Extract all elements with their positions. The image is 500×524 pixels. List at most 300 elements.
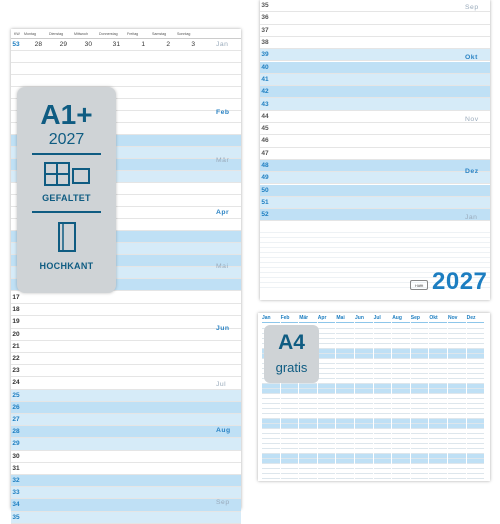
a4-month-header: Jan — [262, 315, 280, 323]
week-number: 21 — [12, 342, 20, 350]
a4-day-cell — [392, 349, 410, 354]
a4-day-cell — [374, 449, 392, 454]
a4-day-cell — [392, 389, 410, 394]
a4-day-cell — [355, 414, 373, 419]
a4-day-cell — [448, 389, 466, 394]
header-monday: Montag — [24, 31, 36, 36]
a4-day-cell — [392, 434, 410, 439]
a4-day-cell — [429, 454, 447, 459]
a4-day-cell — [467, 384, 485, 389]
brand-logo: Häfft — [410, 280, 428, 290]
a4-day-cell — [281, 469, 299, 474]
a4-day-cell — [336, 464, 354, 469]
a4-day-cell — [262, 474, 280, 479]
week-row — [11, 499, 241, 511]
week-number: 51 — [261, 198, 269, 206]
week-number: 46 — [261, 137, 269, 145]
a4-day-cell — [448, 404, 466, 409]
a4-day-cell — [374, 389, 392, 394]
a4-day-cell — [374, 344, 392, 349]
a4-day-cell — [467, 394, 485, 399]
week-row — [11, 463, 241, 475]
a4-day-cell — [336, 409, 354, 414]
a4-day-cell — [448, 374, 466, 379]
a4-day-cell — [448, 439, 466, 444]
a4-day-cell — [262, 424, 280, 429]
week-number: 23 — [12, 367, 20, 375]
a4-day-cell — [299, 384, 317, 389]
a4-month-header: Okt — [429, 315, 447, 323]
a4-day-cell — [429, 334, 447, 339]
header-thursday: Donnerstag — [99, 31, 118, 36]
a4-day-cell — [392, 464, 410, 469]
a4-day-cell — [318, 474, 336, 479]
a4-day-cell — [429, 429, 447, 434]
week-number: 18 — [12, 306, 20, 314]
a4-day-cell — [467, 344, 485, 349]
a4-day-cell — [411, 339, 429, 344]
a4-day-cell — [467, 459, 485, 464]
a4-day-cell — [262, 439, 280, 444]
month-label: Jan — [216, 41, 229, 48]
a4-day-cell — [318, 394, 336, 399]
a4-day-cell — [355, 359, 373, 364]
week-number: 44 — [261, 112, 269, 120]
badge-title: A1+ — [40, 99, 93, 130]
a4-day-cell — [262, 399, 280, 404]
week-row — [260, 25, 490, 37]
a4-day-cell — [374, 359, 392, 364]
week-number: 31 — [12, 464, 20, 472]
week-number: 26 — [12, 403, 20, 411]
a4-day-cell — [355, 449, 373, 454]
a4-day-cell — [374, 369, 392, 374]
a4-day-cell — [355, 324, 373, 329]
a4-day-cell — [355, 329, 373, 334]
a4-month-header: Jul — [374, 315, 392, 323]
day-cell: 2 — [166, 41, 170, 48]
a4-day-cell — [318, 414, 336, 419]
a4-month-header: Sep — [411, 315, 429, 323]
week-number: 25 — [12, 391, 20, 399]
a4-day-cell — [448, 464, 466, 469]
week-row — [260, 12, 490, 24]
week-number: 43 — [261, 100, 269, 108]
a4-day-cell — [448, 434, 466, 439]
a4-day-cell — [318, 419, 336, 424]
week-row — [260, 185, 490, 197]
a4-day-cell — [448, 369, 466, 374]
week-row — [260, 123, 490, 135]
a4-day-cell — [299, 469, 317, 474]
a4-day-cell — [318, 454, 336, 459]
month-label: Aug — [216, 427, 231, 434]
badge-divider — [32, 211, 101, 213]
a4-day-cell — [448, 339, 466, 344]
month-label: Mai — [216, 263, 229, 270]
a4-day-cell — [429, 394, 447, 399]
a4-day-cell — [262, 409, 280, 414]
folded-sheet-icon — [43, 161, 91, 187]
week-number: 28 — [12, 428, 20, 436]
a4-day-cell — [281, 449, 299, 454]
a4-badge-subtitle: gratis — [275, 360, 308, 375]
a4-day-cell — [355, 344, 373, 349]
a4-day-cell — [299, 464, 317, 469]
a4-day-cell — [467, 449, 485, 454]
week-row — [11, 426, 241, 438]
a4-day-cell — [448, 454, 466, 459]
a4-day-cell — [336, 324, 354, 329]
a4-day-cell — [318, 324, 336, 329]
a4-day-cell — [411, 469, 429, 474]
a4-day-cell — [392, 364, 410, 369]
week-row — [260, 74, 490, 86]
a4-day-cell — [299, 399, 317, 404]
a4-day-cell — [411, 424, 429, 429]
a4-month-header: Feb — [281, 315, 299, 323]
a4-day-cell — [448, 354, 466, 359]
a4-month-header: Dez — [467, 315, 485, 323]
a4-day-cell — [467, 324, 485, 329]
a4-day-cell — [374, 454, 392, 459]
a4-day-cell — [429, 439, 447, 444]
a4-day-cell — [318, 409, 336, 414]
a4-day-cell — [392, 354, 410, 359]
week-row — [11, 365, 241, 377]
a4-day-cell — [355, 349, 373, 354]
a4-day-cell — [411, 384, 429, 389]
a4-day-cell — [411, 379, 429, 384]
month-label: Jul — [216, 381, 227, 388]
week-number: 35 — [12, 513, 20, 521]
a4-day-cell — [374, 339, 392, 344]
a4-month-header: Aug — [392, 315, 410, 323]
a4-day-cell — [411, 354, 429, 359]
a4-day-cell — [336, 399, 354, 404]
week-number: 41 — [261, 75, 269, 83]
a4-day-cell — [355, 379, 373, 384]
a4-day-cell — [411, 429, 429, 434]
week-number: 42 — [261, 88, 269, 96]
a4-badge-title: A4 — [278, 331, 305, 354]
a4-day-cell — [336, 384, 354, 389]
a4-day-cell — [467, 434, 485, 439]
a4-day-cell — [262, 389, 280, 394]
a4-day-cell — [411, 364, 429, 369]
a4-day-cell — [262, 404, 280, 409]
week-number: 24 — [12, 379, 20, 387]
a4-day-cell — [467, 334, 485, 339]
a4-day-cell — [355, 419, 373, 424]
a4-day-cell — [281, 429, 299, 434]
a4-day-cell — [429, 389, 447, 394]
a4-day-cell — [355, 339, 373, 344]
a4-day-cell — [262, 444, 280, 449]
a4-day-cell — [467, 474, 485, 479]
week-number: 37 — [261, 26, 269, 34]
a4-day-cell — [392, 419, 410, 424]
a4-day-cell — [336, 434, 354, 439]
a4-day-cell — [355, 389, 373, 394]
a4-day-cell — [299, 404, 317, 409]
a4-day-cell — [318, 439, 336, 444]
a4-day-cell — [262, 394, 280, 399]
week-row — [260, 172, 490, 184]
a4-day-cell — [355, 399, 373, 404]
a4-day-cell — [336, 334, 354, 339]
a4-day-cell — [318, 344, 336, 349]
a4-day-cell — [467, 379, 485, 384]
a4-day-cell — [467, 354, 485, 359]
week-row — [260, 86, 490, 98]
a4-day-cell — [392, 384, 410, 389]
a4-day-cell — [318, 384, 336, 389]
a4-day-cell — [374, 464, 392, 469]
a4-day-cell — [411, 464, 429, 469]
week-number: 40 — [261, 63, 269, 71]
a4-day-cell — [411, 404, 429, 409]
a4-day-cell — [411, 439, 429, 444]
a4-day-cell — [374, 444, 392, 449]
badge-fold-label: GEFALTET — [42, 193, 91, 203]
a4-day-cell — [336, 449, 354, 454]
badge-year: 2027 — [48, 131, 85, 148]
a4-day-cell — [318, 339, 336, 344]
a4-day-cell — [467, 414, 485, 419]
a4-day-cell — [467, 359, 485, 364]
a4-day-cell — [429, 384, 447, 389]
a4-day-cell — [355, 364, 373, 369]
a4-day-cell — [392, 449, 410, 454]
a4-day-cell — [429, 349, 447, 354]
a4-day-cell — [355, 369, 373, 374]
a4-day-cell — [318, 399, 336, 404]
a4-day-cell — [299, 419, 317, 424]
a4-day-cell — [336, 439, 354, 444]
a4-day-cell — [448, 409, 466, 414]
a4-day-cell — [429, 459, 447, 464]
a4-day-cell — [374, 379, 392, 384]
a4-day-cell — [336, 374, 354, 379]
a4-day-cell — [411, 369, 429, 374]
a4-day-cell — [429, 419, 447, 424]
a4-day-cell — [429, 404, 447, 409]
a4-day-cell — [336, 444, 354, 449]
a4-day-cell — [374, 404, 392, 409]
week-number: 52 — [261, 211, 269, 219]
month-label: Feb — [216, 109, 230, 116]
a4-day-cell — [448, 349, 466, 354]
a4-day-cell — [336, 379, 354, 384]
a4-day-cell — [448, 429, 466, 434]
a4-day-cell — [411, 419, 429, 424]
month-label: Jan — [465, 214, 478, 221]
a4-day-cell — [281, 409, 299, 414]
week-row — [260, 135, 490, 147]
a4-day-cell — [392, 324, 410, 329]
a4-day-cell — [429, 444, 447, 449]
a4-day-cell — [318, 364, 336, 369]
week-row — [11, 414, 241, 426]
second-wall-calendar — [260, 0, 490, 300]
week-row — [11, 353, 241, 365]
month-label: Nov — [465, 116, 479, 123]
week-row — [11, 512, 241, 524]
a4-badge — [264, 325, 319, 383]
week-number: 30 — [12, 452, 20, 460]
a4-day-cell — [429, 409, 447, 414]
a4-day-cell — [355, 439, 373, 444]
week-row — [260, 0, 490, 12]
week-number: 38 — [261, 39, 269, 47]
a4-day-cell — [411, 459, 429, 464]
a4-day-cell — [467, 439, 485, 444]
day-cell: 28 — [34, 41, 42, 48]
week-row — [260, 209, 490, 221]
a4-month-header: Apr — [318, 315, 336, 323]
day-cell: 30 — [84, 41, 92, 48]
a4-day-cell — [336, 354, 354, 359]
week-row — [11, 377, 241, 389]
a4-day-cell — [411, 394, 429, 399]
week-row — [11, 75, 241, 87]
a4-day-cell — [392, 469, 410, 474]
a4-day-cell — [262, 449, 280, 454]
format-badge — [17, 87, 116, 293]
a4-day-cell — [336, 404, 354, 409]
a4-day-cell — [429, 424, 447, 429]
a4-day-cell — [336, 454, 354, 459]
a4-day-cell — [411, 449, 429, 454]
a4-day-cell — [281, 454, 299, 459]
a4-day-cell — [355, 464, 373, 469]
a4-day-cell — [318, 349, 336, 354]
a4-day-cell — [355, 424, 373, 429]
a4-day-cell — [318, 429, 336, 434]
a4-day-cell — [392, 344, 410, 349]
month-label: Sep — [216, 499, 230, 506]
a4-day-cell — [448, 414, 466, 419]
a4-day-cell — [392, 399, 410, 404]
week-row — [260, 197, 490, 209]
a4-day-cell — [262, 414, 280, 419]
a4-day-cell — [318, 449, 336, 454]
calendar-header — [11, 29, 241, 39]
a4-day-cell — [318, 459, 336, 464]
a4-day-cell — [467, 339, 485, 344]
a4-day-cell — [262, 469, 280, 474]
week-number: 33 — [12, 489, 20, 497]
a4-day-cell — [374, 459, 392, 464]
week-row — [260, 160, 490, 172]
a4-day-cell — [467, 454, 485, 459]
a4-day-cell — [336, 344, 354, 349]
month-label: Sep — [465, 4, 479, 11]
a4-day-cell — [467, 404, 485, 409]
first-week-row — [11, 39, 241, 51]
a4-day-cell — [448, 379, 466, 384]
a4-day-cell — [281, 474, 299, 479]
week-row — [11, 292, 241, 304]
week-row — [11, 451, 241, 463]
a4-day-cell — [429, 474, 447, 479]
week-number: 19 — [12, 318, 20, 326]
week-number: 29 — [12, 440, 20, 448]
a4-day-cell — [281, 389, 299, 394]
a4-day-cell — [336, 419, 354, 424]
a4-day-cell — [355, 454, 373, 459]
a4-day-cell — [467, 349, 485, 354]
a4-day-cell — [467, 374, 485, 379]
a4-day-cell — [448, 474, 466, 479]
a4-day-cell — [392, 424, 410, 429]
a4-day-cell — [299, 409, 317, 414]
a4-day-cell — [374, 324, 392, 329]
a4-day-cell — [392, 394, 410, 399]
week-number: 17 — [12, 294, 20, 302]
a4-day-cell — [429, 339, 447, 344]
a4-day-cell — [411, 344, 429, 349]
a4-day-cell — [392, 414, 410, 419]
a4-day-cell — [318, 424, 336, 429]
a4-day-cell — [299, 414, 317, 419]
a4-day-cell — [318, 389, 336, 394]
a4-day-cell — [392, 369, 410, 374]
a4-day-cell — [281, 404, 299, 409]
week-row — [11, 51, 241, 63]
a4-day-cell — [411, 409, 429, 414]
a4-day-cell — [318, 369, 336, 374]
a4-day-cell — [262, 429, 280, 434]
a4-day-cell — [467, 464, 485, 469]
a4-day-cell — [318, 354, 336, 359]
a4-day-cell — [336, 424, 354, 429]
a4-day-cell — [467, 409, 485, 414]
a4-day-cell — [336, 329, 354, 334]
a4-day-cell — [448, 444, 466, 449]
day-cell: 1 — [141, 41, 145, 48]
a4-day-cell — [299, 439, 317, 444]
a4-day-cell — [336, 349, 354, 354]
a4-day-cell — [299, 474, 317, 479]
a4-day-cell — [262, 454, 280, 459]
a4-day-cell — [429, 329, 447, 334]
a4-day-cell — [318, 374, 336, 379]
a4-day-cell — [281, 459, 299, 464]
week-row — [260, 148, 490, 160]
a4-day-cell — [467, 369, 485, 374]
a4-day-cell — [448, 419, 466, 424]
a4-day-cell — [374, 414, 392, 419]
a4-day-cell — [318, 359, 336, 364]
a4-day-cell — [374, 429, 392, 434]
a4-day-cell — [281, 419, 299, 424]
a4-day-cell — [374, 399, 392, 404]
a4-day-cell — [374, 424, 392, 429]
a4-day-cell — [318, 444, 336, 449]
a4-day-cell — [448, 364, 466, 369]
a4-day-cell — [355, 459, 373, 464]
header-tuesday: Dienstag — [49, 31, 64, 36]
a4-day-cell — [336, 459, 354, 464]
week-number: 47 — [261, 149, 269, 157]
a4-day-cell — [374, 349, 392, 354]
month-label: Apr — [216, 209, 230, 216]
a4-day-cell — [299, 434, 317, 439]
week-row — [11, 316, 241, 328]
a4-day-cell — [411, 389, 429, 394]
